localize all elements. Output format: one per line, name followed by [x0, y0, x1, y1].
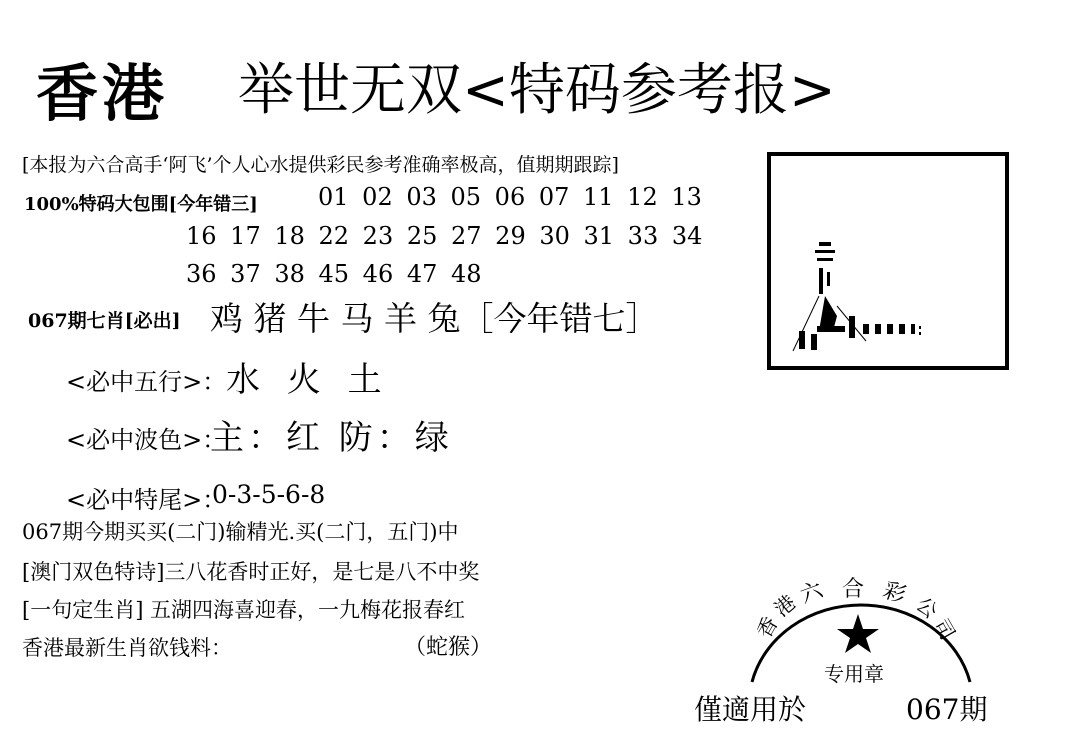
package-row-3: 36 37 38 45 46 47 48: [186, 260, 482, 288]
tail-label: <必中特尾>：: [66, 486, 227, 514]
package-row-1: 01 02 03 05 06 07 11 12 13: [318, 183, 702, 211]
wave-color-value: 主：红 防：绿: [210, 418, 453, 458]
seven-zodiac-label: 067期七肖[必出]: [28, 310, 181, 332]
stamp-ring-text-2: 港: [769, 590, 801, 622]
stamp-ring-text-6: 公: [911, 592, 943, 624]
stamp-ring-text-4: 合: [842, 577, 865, 602]
poem-line: [澳门双色特诗]三八花香时正好，是七是八不中奖: [22, 560, 480, 584]
buy-line: 067期今期买买(二门)输精光.买(二门，五门)中: [22, 520, 459, 544]
tail-value: 0-3-5-6-8: [212, 480, 326, 509]
latest-value: （蛇猴）: [404, 635, 493, 660]
church-illustration: [771, 156, 1005, 366]
star-icon: [837, 614, 879, 653]
company-stamp: [738, 572, 978, 692]
package-row-2: 16 17 18 22 23 25 27 29 30 31 33 34: [186, 222, 703, 250]
stamp-ring-text-5: 彩: [879, 577, 909, 609]
five-elements-value: 水 火 土: [226, 360, 390, 400]
seven-zodiac-value: 鸡 猪 牛 马 羊 兔［今年错七］: [210, 299, 659, 338]
image-box: [767, 152, 1009, 370]
stamp-ring-text-1: 香: [751, 612, 783, 642]
footer-left: 僅適用於: [694, 693, 807, 726]
headline-title: 举世无双<特码参考报>: [238, 58, 836, 123]
wave-color-label: <必中波色>：: [66, 426, 227, 454]
latest-label: 香港最新生肖欲钱料：: [22, 636, 232, 660]
intro-line: [本报为六合高手‘阿飞’个人心水提供彩民参考准确率极高，值期期跟踪]: [22, 154, 619, 176]
stamp-ring-text-7: 司: [929, 614, 961, 644]
package-label: 100%特码大包围[今年错三]: [24, 194, 258, 215]
one-line: [一句定生肖] 五湖四海喜迎春，一九梅花报春红: [22, 598, 466, 622]
stamp-ring-text-3: 六: [797, 577, 827, 609]
brand-title: 香港: [36, 57, 169, 130]
five-elements-label: <必中五行>：: [66, 368, 227, 396]
footer-right: 067期: [906, 693, 988, 726]
stamp-center-text: 专用章: [824, 662, 884, 686]
